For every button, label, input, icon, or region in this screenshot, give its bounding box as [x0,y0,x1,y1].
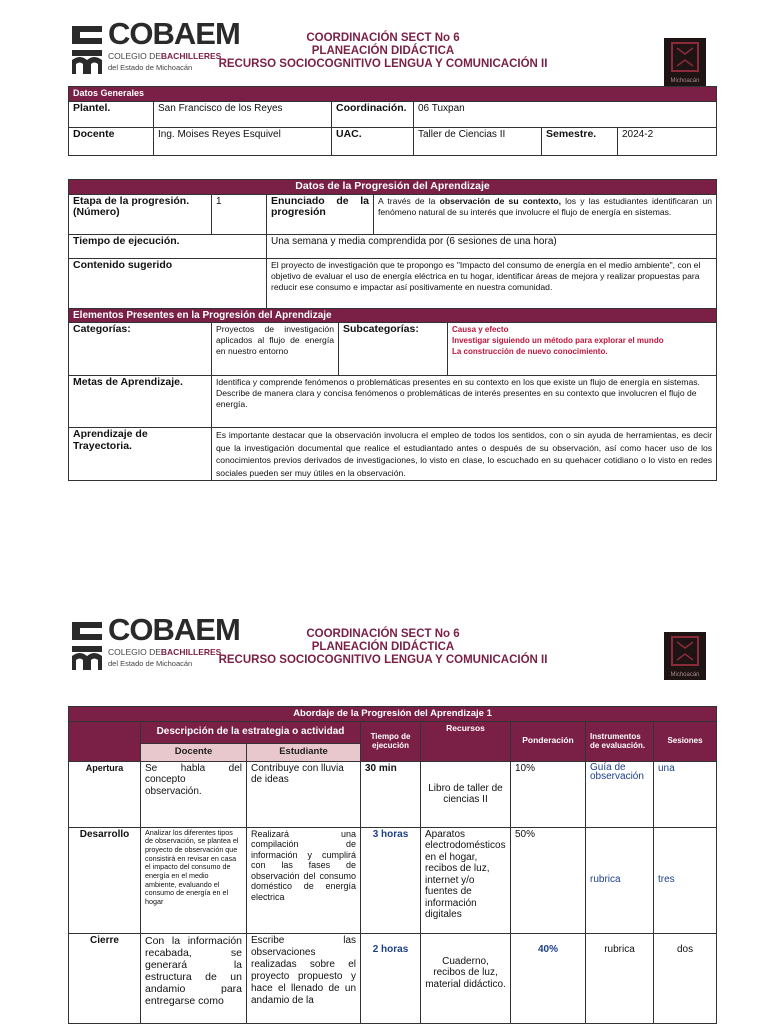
ponderacion-cell: 50% [511,827,586,933]
metas-value [212,376,717,428]
contenido-value: El proyecto de investigación que te propongo es "Impacto del consumo de energía en el medio ambiente", con el objetivo de evaluar el uso de energía eléctrica en tu hogar, identificar áreas de mejora y realizar propuestas para reducir ese consumo e impactar así positivamente en nuestra comunidad. [267,258,717,308]
coordinacion-value: 06 Tuxpan [414,101,717,127]
tiempo-cell: 2 horas [361,933,421,1023]
logo-wordmark: COBAEM [108,612,240,647]
seal-emblem-icon [664,632,706,672]
abordaje-band: Abordaje de la Progresión del Aprendizaje 1 [69,707,717,722]
title-coordinacion: COORDINACIÓN SECT No 6 [306,32,460,44]
cobaem-emblem-icon [68,618,106,672]
table-row [69,827,717,933]
ponderacion-cell: 40% [511,933,586,1023]
descripcion-header: Descripción de la estrategia o actividad [141,721,361,743]
enunciado-a: A través de la [378,195,440,206]
estudiante-cell: Contribuye con lluvia de ideas [247,761,361,827]
title-recurso: RECURSO SOCIOCOGNITIVO LENGUA Y COMUNICACIÓN II [218,58,548,70]
instrumento-cell: rubrica [586,827,654,933]
table-row [69,933,717,1023]
recursos-header: Recursos [421,721,511,761]
logo-subtitle-2: del Estado de Michoacán [108,659,193,668]
sesiones-cell: una [654,761,717,827]
logo-subtitle-2: del Estado de Michoacán [108,63,193,72]
michoacan-seal [664,632,706,680]
subcategorias-label: Subcategorías: [339,323,448,375]
cobaem-emblem-icon [68,22,106,76]
contenido-label: Contenido sugerido [69,258,267,308]
enunciado-label: Enunciado de la progresión [267,194,374,234]
docente-cell: Analizar los diferentes tipos de observación, se plantea el proyecto de observación que consistirá en revisar en casa el impacto del consumo de energía en el medio ambiente, evaluando el consumo de energía en el hogar [141,827,247,933]
phase-label: Apertura [69,761,141,827]
progresion-band: Datos de la Progresión del Aprendizaje [69,180,717,195]
seal-label: Michoacán [670,78,700,84]
page-header-2 [68,612,716,678]
sesiones-cell: tres [654,827,717,933]
plantel-value: San Francisco de los Reyes [154,101,332,127]
logo-sub-b: BACHILLERES [160,51,222,61]
subcategorias-cell [339,323,717,376]
meta-item: Describe de manera clara y concisa fenómenos o problemáticas de interés presentes en su contexto que involucren el flujo de energía. [216,388,697,409]
categorias-value: Proyectos de investigación aplicados al flujo de energía en nuestro entorno [212,323,339,376]
docente-label: Docente [69,127,154,155]
ponderacion-cell: 10% [511,761,586,827]
recursos-cell: Cuaderno, recibos de luz, material didáctico. [421,933,511,1023]
estudiante-cell: Escribe las observaciones realizadas sobre el proyecto propuesto y hace el llenado de un andamio de la [247,933,361,1023]
logo-sub-a: COLEGIO DE [108,647,161,657]
docente-header: Docente [141,743,247,761]
abordaje-table [68,706,717,1024]
phase-header [69,721,141,761]
sesiones-cell: dos [654,933,717,1023]
instrumento-cell: rubrica [586,933,654,1023]
recursos-cell: Libro de taller de ciencias II [421,761,511,827]
semestre-value: 2024-2 [618,127,717,155]
ponderacion-header: Ponderación [511,721,586,761]
instrumento-cell: Guía de observación [586,761,654,827]
uac-value: Taller de Ciencias II [414,127,542,155]
tiempo-cell: 30 min [361,761,421,827]
document-titles [188,628,578,667]
trayectoria-label: Aprendizaje de Trayectoria. [69,428,212,481]
tiempo-label: Tiempo de ejecución. [69,234,267,258]
metas-label: Metas de Aprendizaje. [69,376,212,428]
tiempo-cell: 3 horas [361,827,421,933]
etapa-label: Etapa de la progresión. (Número) [69,194,212,234]
logo-sub-a: COLEGIO DE [108,51,161,61]
title-recurso: RECURSO SOCIOCOGNITIVO LENGUA Y COMUNICACIÓN II [218,654,548,666]
phase-label: Cierre [69,933,141,1023]
subcategoria-item: Investigar siguiendo un método para explorar el mundo [452,336,664,345]
uac-label: UAC. [332,127,414,155]
datos-generales-table [68,86,717,156]
enunciado-c: los y las estudiantes identificaran un fenómeno natural de su interés que involucre el flujo de energía en sistemas. [378,195,713,217]
title-planeacion: PLANEACIÓN DIDÁCTICA [311,641,455,653]
enunciado-b: observación de su contexto, [439,195,561,206]
elementos-band: Elementos Presentes en la Progresión del Aprendizaje [69,308,717,323]
progresion-table [68,179,717,481]
categorias-label: Categorías: [69,323,212,376]
seal-label: Michoacán [670,672,700,678]
michoacan-seal [664,38,706,86]
plantel-label: Plantel. [69,101,154,127]
sesiones-header: Sesiones [654,721,717,761]
docente-value: Ing. Moises Reyes Esquivel [154,127,332,155]
datos-generales-band: Datos Generales [69,87,717,102]
table-row [69,761,717,827]
docente-cell: Se habla del concepto observación. [141,761,247,827]
estudiante-cell: Realizará una compilación de información y cumplirá con las fases de observación del consumo doméstico de energía electrica [247,827,361,933]
etapa-value: 1 [212,194,267,234]
semestre-label: Semestre. [542,127,618,155]
instrumentos-header: Instrumentos de evaluación. [586,721,654,761]
coordinacion-label: Coordinación. [332,101,414,127]
document-titles [188,32,578,71]
subcategoria-item: Causa y efecto [452,325,509,334]
enunciado-value [374,194,717,234]
docente-cell: Con la información recabada, se generará la estructura de un andamio para entregarse como [141,933,247,1023]
phase-label: Desarrollo [69,827,141,933]
tiempo-header: Tiempo de ejecución [361,721,421,761]
trayectoria-value: Es importante destacar que la observación involucra el empleo de todos los sentidos, con o sin ayuda de herramientas, es decir que la investigación documental que realice el estudiantado antes o después de su observación, así como hacer uso de los conocimientos previos derivados de investigaciones, lo visto en clase, lo escuchado en su quehacer cotidiano o lo visto en redes sociales pueden ser muy útiles en la observación. [212,428,717,481]
seal-emblem-icon [664,38,706,78]
logo-wordmark: COBAEM [108,16,240,51]
estudiante-header: Estudiante [247,743,361,761]
title-coordinacion: COORDINACIÓN SECT No 6 [306,628,460,640]
title-planeacion: PLANEACIÓN DIDÁCTICA [311,45,455,57]
cobaem-logo [68,612,240,670]
meta-item: Identifica y comprende fenómenos o problemáticas presentes en su contexto en los que existe un flujo de energía en sistemas. [216,377,700,387]
subcategorias-list [448,323,668,375]
tiempo-value: Una semana y media comprendida por (6 sesiones de una hora) [267,234,717,258]
recursos-cell: Aparatos electrodomésticos en el hogar, recibos de luz, internet y/o fuentes de información digitales [421,827,511,933]
cobaem-logo [68,16,240,74]
subcategoria-item: La construcción de nuevo conocimiento. [452,347,608,356]
logo-sub-b: BACHILLERES [160,647,222,657]
page-header-1 [68,16,716,84]
